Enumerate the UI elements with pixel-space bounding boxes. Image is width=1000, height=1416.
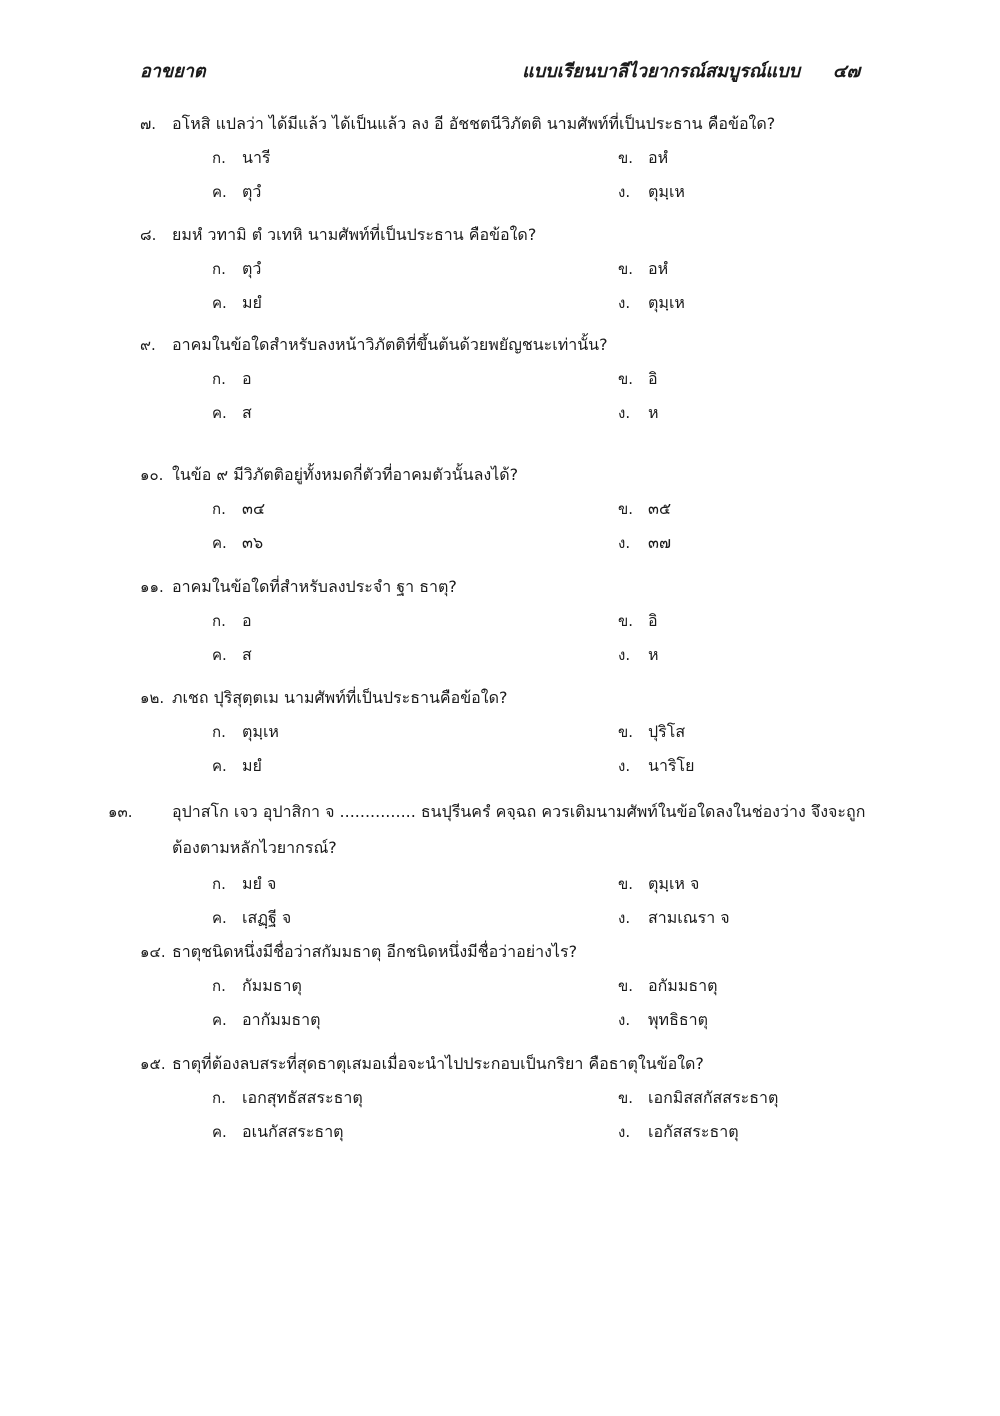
question-stem: ยมหํ วทามิ ตํ วเทหิ นามศัพท์ที่เป็นประธาน คือข้อใด?: [172, 225, 537, 244]
option-d: [618, 531, 671, 555]
option-text: ๓๖: [242, 533, 264, 552]
option-text: ส: [242, 645, 252, 664]
option-key: ง.: [618, 183, 631, 201]
option-key: ง.: [618, 534, 631, 552]
option-b: [618, 367, 658, 391]
option-key: ค.: [212, 294, 227, 312]
option-text: อากัมมธาตุ: [242, 1010, 321, 1029]
option-c: [212, 906, 291, 930]
option-text: มยํ: [242, 293, 262, 312]
options: [140, 497, 880, 563]
option-key: ข.: [618, 260, 634, 278]
page-number: ๔๗: [832, 61, 860, 82]
option-key: ง.: [618, 1011, 631, 1029]
option-b: [618, 974, 718, 998]
options: [140, 974, 880, 1040]
question-14: [140, 940, 880, 1040]
option-key: ข.: [618, 1089, 634, 1107]
option-b: [618, 609, 658, 633]
option-key: ง.: [618, 1123, 631, 1141]
options: [140, 609, 880, 675]
option-c: [212, 1008, 321, 1032]
question-stem: ในข้อ ๙ มีวิภัตติอยู่ทั้งหมดกี่ตัวที่อาคมตัวนั้นลงได้?: [172, 465, 519, 484]
option-key: ข.: [618, 149, 634, 167]
question-text: [108, 794, 880, 866]
option-text: ตุมฺเห: [648, 182, 685, 201]
option-text: นาริโย: [648, 756, 695, 775]
option-d: [618, 643, 659, 667]
option-key: ค.: [212, 404, 227, 422]
option-key: ค.: [212, 534, 227, 552]
option-text: เอกสุทธัสสระธาตุ: [242, 1088, 363, 1107]
question-7: [140, 112, 880, 212]
option-a: [212, 974, 302, 998]
option-a: [212, 257, 261, 281]
options: [140, 367, 880, 433]
option-key: ข.: [618, 370, 634, 388]
option-text: ตุวํ: [242, 182, 262, 201]
question-number: ๑๑.: [140, 578, 164, 596]
question-text: [140, 686, 880, 710]
option-text: เอกมิสสกัสสระธาตุ: [648, 1088, 779, 1107]
options: [140, 257, 880, 323]
option-c: [212, 754, 262, 778]
option-a: [212, 720, 279, 744]
option-text: ห: [648, 645, 659, 664]
question-text: [140, 1052, 880, 1076]
option-text: อกัมมธาตุ: [648, 976, 718, 995]
question-9: [140, 333, 880, 433]
option-b: [618, 720, 685, 744]
option-key: ก.: [212, 875, 226, 893]
option-b: [618, 872, 699, 896]
option-text: อ: [242, 369, 252, 388]
option-key: ง.: [618, 757, 631, 775]
option-b: [618, 1086, 778, 1110]
option-d: [618, 1120, 739, 1144]
option-key: ข.: [618, 723, 634, 741]
question-number: ๙.: [140, 336, 156, 354]
option-text: ตุมฺเห: [242, 722, 279, 741]
options: [140, 872, 880, 938]
option-text: มยํ จ: [242, 874, 277, 893]
option-text: สามเณรา จ: [648, 908, 730, 927]
option-d: [618, 1008, 708, 1032]
question-text: [140, 333, 880, 357]
option-text: ๓๔: [242, 499, 266, 518]
option-a: [212, 497, 265, 521]
question-text: [140, 112, 880, 136]
question-number: ๘.: [140, 226, 157, 244]
option-b: [618, 497, 671, 521]
option-key: ข.: [618, 977, 634, 995]
option-d: [618, 754, 694, 778]
option-key: ก.: [212, 612, 226, 630]
option-a: [212, 609, 252, 633]
book-title: แบบเรียนบาลีไวยากรณ์สมบูรณ์แบบ: [522, 61, 800, 82]
option-key: ง.: [618, 294, 631, 312]
option-key: ก.: [212, 723, 226, 741]
section-title: อาขยาต: [140, 61, 206, 82]
question-number: ๗.: [140, 115, 157, 133]
option-d: [618, 906, 730, 930]
options: [140, 720, 880, 786]
option-key: ง.: [618, 646, 631, 664]
question-number: ๑๐.: [140, 466, 164, 484]
option-text: มยํ: [242, 756, 262, 775]
option-a: [212, 872, 276, 896]
question-10: [140, 463, 880, 563]
option-text: ตุมฺเห จ: [648, 874, 700, 893]
option-a: [212, 146, 271, 170]
option-text: พุทธิธาตุ: [648, 1010, 708, 1029]
option-key: ข.: [618, 500, 634, 518]
option-key: ค.: [212, 183, 227, 201]
option-key: ก.: [212, 500, 226, 518]
option-text: อิ: [648, 369, 658, 388]
option-text: อหํ: [648, 148, 669, 167]
option-b: [618, 257, 668, 281]
option-text: ปุริโส: [648, 722, 686, 741]
option-text: ๓๗: [648, 533, 671, 552]
option-a: [212, 1086, 363, 1110]
question-13: [108, 794, 880, 938]
question-text: [140, 463, 880, 487]
page-header: [140, 56, 860, 86]
option-key: ก.: [212, 149, 226, 167]
option-text: กัมมธาตุ: [242, 976, 302, 995]
question-number: ๑๓.: [108, 803, 133, 821]
option-text: เสฏฺฐี จ: [242, 908, 292, 927]
option-key: ก.: [212, 370, 226, 388]
option-key: ค.: [212, 757, 227, 775]
option-c: [212, 291, 262, 315]
option-key: ง.: [618, 909, 631, 927]
option-text: เอกัสสระธาตุ: [648, 1122, 739, 1141]
option-c: [212, 1120, 344, 1144]
question-stem: อุปาสโก เจว อุปาสิกา จ ............... ธนปุรีนครํ คจฺฉถ ควรเติมนามศัพท์ในข้อใดลงในช่องว่าง จึงจะถูกต้องตามหลักไวยากรณ์?: [172, 802, 866, 857]
option-b: [618, 146, 668, 170]
option-d: [618, 180, 685, 204]
option-key: ค.: [212, 1123, 227, 1141]
option-c: [212, 531, 263, 555]
option-key: ค.: [212, 1011, 227, 1029]
options: [140, 146, 880, 212]
question-text: [140, 575, 880, 599]
options: [140, 1086, 880, 1152]
option-text: ๓๕: [648, 499, 672, 518]
option-text: ตุมฺเห: [648, 293, 685, 312]
question-stem: ธาตุที่ต้องลบสระที่สุดธาตุเสมอเมื่อจะนำไปประกอบเป็นกริยา คือธาตุในข้อใด?: [172, 1054, 704, 1073]
option-text: อิ: [648, 611, 658, 630]
option-text: ห: [648, 403, 659, 422]
question-15: [140, 1052, 880, 1152]
question-number: ๑๔.: [140, 943, 166, 961]
option-key: ข.: [618, 612, 634, 630]
option-key: ก.: [212, 977, 226, 995]
question-number: ๑๕.: [140, 1055, 166, 1073]
option-d: [618, 401, 659, 425]
question-number: ๑๒.: [140, 689, 165, 707]
option-key: ก.: [212, 1089, 226, 1107]
question-8: [140, 223, 880, 323]
option-c: [212, 401, 252, 425]
option-key: ค.: [212, 909, 227, 927]
question-stem: อาคมในข้อใดที่สำหรับลงประจำ ฐา ธาตุ?: [172, 577, 457, 596]
option-key: ก.: [212, 260, 226, 278]
option-key: ง.: [618, 404, 631, 422]
option-text: นารี: [242, 148, 271, 167]
question-stem: ภเชถ ปุริสุตฺตเม นามศัพท์ที่เป็นประธานคือข้อใด?: [172, 688, 508, 707]
question-stem: อาคมในข้อใดสำหรับลงหน้าวิภัตติที่ขึ้นต้นด้วยพยัญชนะเท่านั้น?: [172, 335, 608, 354]
question-stem: อโหสิ แปลว่า ได้มีแล้ว ได้เป็นแล้ว ลง อี อัชชตนีวิภัตติ นามศัพท์ที่เป็นประธาน คือข้อใด?: [172, 114, 776, 133]
question-stem: ธาตุชนิดหนึ่งมีชื่อว่าสกัมมธาตุ อีกชนิดหนึ่งมีชื่อว่าอย่างไร?: [172, 942, 578, 961]
option-d: [618, 291, 685, 315]
question-11: [140, 575, 880, 675]
option-text: อหํ: [648, 259, 669, 278]
question-12: [140, 686, 880, 786]
option-key: ค.: [212, 646, 227, 664]
question-text: [140, 940, 880, 964]
option-text: อเนกัสสระธาตุ: [242, 1122, 344, 1141]
option-text: ตุวํ: [242, 259, 262, 278]
option-c: [212, 180, 261, 204]
option-text: ส: [242, 403, 252, 422]
option-a: [212, 367, 252, 391]
option-key: ข.: [618, 875, 634, 893]
question-text: [140, 223, 880, 247]
option-c: [212, 643, 252, 667]
option-text: อ: [242, 611, 252, 630]
